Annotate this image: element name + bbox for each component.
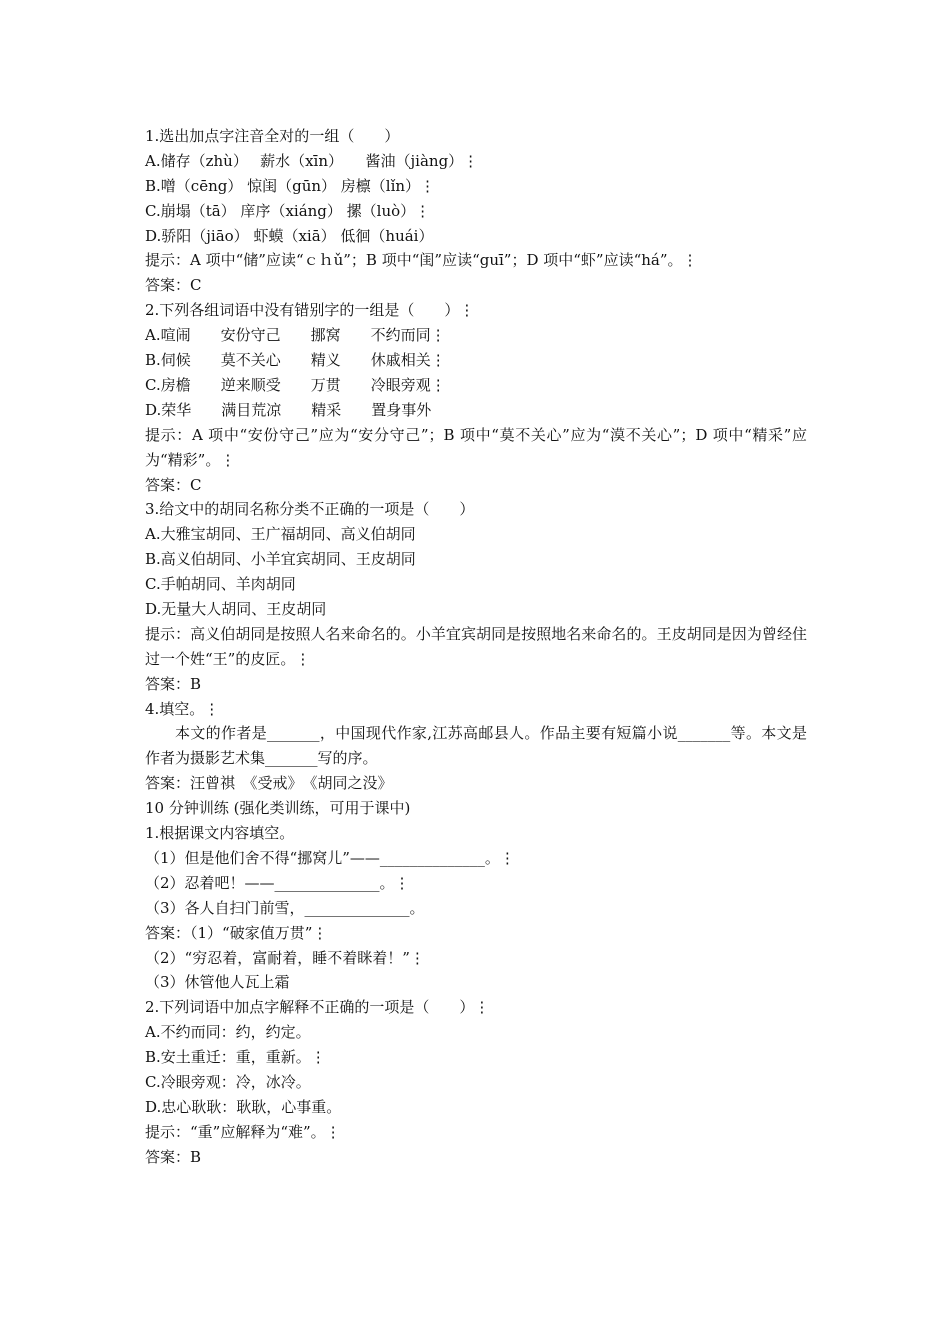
question-4-paragraph: 本文的作者是_______，中国现代作家,江苏高邮县人。作品主要有短篇小说_______等。本文是作者为摄影艺术集_______写的序。 [145, 724, 807, 768]
drill-2-option-c: C.冷眼旁观：冷，冰冷。 [145, 1072, 311, 1091]
section-heading: 10 分钟训练 (强化类训练，可用于课中) [145, 799, 411, 818]
drill-1-stem: 1.根据课文内容填空。 [145, 824, 295, 843]
question-3-option-a: A.大雅宝胡同、王广福胡同、高义伯胡同 [145, 525, 416, 544]
question-1-option-b: B.噌（cēng） 惊闺（gūn） 房檩（lǐn）⋮ [145, 176, 436, 195]
question-2-hint: 提示：A 项中“安份守己”应为“安分守己”；B 项中“莫不关心”应为“漠不关心”；D 项中“精采”应为“精彩”。⋮ [145, 425, 807, 469]
drill-1-blank-3: （3）各人自扫门前雪，______________。 [145, 898, 425, 917]
question-2-option-c: C.房檐 逆来顺受 万贯 冷眼旁观⋮ [145, 375, 446, 394]
drill-1-answer-3: （3）休管他人瓦上霜 [145, 973, 290, 992]
question-1-option-c: C.崩塌（tā） 庠序（xiáng） 摞（luò）⋮ [145, 201, 431, 220]
drill-2-answer: 答案：B [145, 1147, 202, 1166]
question-2-option-b: B.伺候 莫不关心 精义 休戚相关⋮ [145, 351, 446, 370]
question-3-answer: 答案：B [145, 674, 202, 693]
document-page [145, 124, 807, 1170]
question-1-option-d: D.骄阳（jiāo） 虾蟆（xiā） 低徊（huái） [145, 226, 434, 245]
question-4-answer: 答案：汪曾祺 《受戒》 《胡同之没》 [145, 774, 393, 793]
question-1-hint: 提示：A 项中“储”应读“ｃｈǔ”；B 项中“闺”应读“guī”；D 项中“虾”应读“há”。⋮ [145, 251, 698, 270]
question-3-stem: 3.给文中的胡同名称分类不正确的一项是（ ） [145, 500, 475, 519]
question-1-answer: 答案：C [145, 276, 202, 295]
drill-2-option-a: A.不约而同：约，约定。 [145, 1023, 311, 1042]
question-3-option-b: B.高义伯胡同、小羊宜宾胡同、王皮胡同 [145, 550, 416, 569]
drill-2-hint: 提示：“重”应解释为“难”。⋮ [145, 1122, 341, 1141]
drill-1-blank-1: （1）但是他们舍不得“挪窝儿”——______________。⋮ [145, 848, 515, 867]
question-2-stem: 2.下列各组词语中没有错别字的一组是（ ）⋮ [145, 301, 475, 320]
drill-1-blank-2: （2）忍着吧！——______________。⋮ [145, 873, 410, 892]
question-2-option-a: A.喧闹 安份守己 挪窝 不约而同⋮ [145, 326, 446, 345]
question-3-option-d: D.无量大人胡同、王皮胡同 [145, 599, 327, 618]
question-1-stem: 1.选出加点字注音全对的一组（ ） [145, 127, 400, 145]
question-1-option-a: A.储存（zhù） 薪水（xīn） 酱油（jiàng）⋮ [145, 151, 479, 170]
drill-2-stem: 2.下列词语中加点字解释不正确的一项是（ ）⋮ [145, 998, 490, 1017]
question-2-answer: 答案：C [145, 475, 202, 494]
drill-1-answer-1: 答案：（1）“破家值万贯”⋮ [145, 923, 328, 942]
drill-2-option-d: D.忠心耿耿：耿耿，心事重。 [145, 1097, 342, 1116]
question-2-option-d: D.荣华 满目荒凉 精采 置身事外 [145, 400, 432, 419]
drill-2-option-b: B.安土重迁：重，重新。⋮ [145, 1048, 326, 1067]
question-4-stem: 4.填空。⋮ [145, 699, 220, 718]
question-3-hint: 提示：高义伯胡同是按照人名来命名的。小羊宜宾胡同是按照地名来命名的。王皮胡同是因为曾经住过一个姓“王”的皮匠。⋮ [145, 624, 807, 668]
drill-1-answer-2: （2）“穷忍着，富耐着，睡不着眯着！”⋮ [145, 948, 425, 967]
question-3-option-c: C.手帕胡同、羊肉胡同 [145, 575, 296, 594]
